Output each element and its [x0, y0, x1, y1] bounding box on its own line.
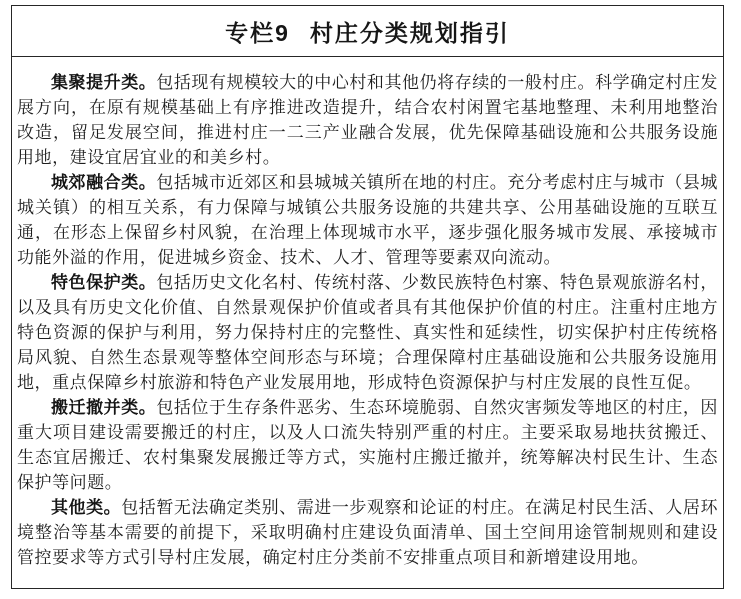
paragraph-text: 包括位于生存条件恶劣、生态环境脆弱、自然灾害频发等地区的村庄，因重大项目建设需要搬迁的村庄，以及人口流失特别严重的村庄。主要采取易地扶贫搬迁、生态宜居搬迁、农村集聚发展搬迁等方式，实施村庄搬迁撤并，统筹解决村民生计、生态保护等问题。: [17, 398, 718, 492]
paragraph-cluster-upgrade: [17, 70, 718, 170]
category-label-special-protection: 特色保护类。: [51, 273, 157, 292]
box-body: [12, 57, 723, 570]
paragraph-text: 包括城市近郊区和县城城关镇所在地的村庄。充分考虑村庄与城市（县城城关镇）的相互关系，有力保障与城镇公共服务设施的共建共享、公用基础设施的互联互通，在形态上保留乡村风貌，在治理上体现城市水平，逐步强化服务城市发展、承接城市功能外溢的作用，促进城乡资金、技术、人才、管理等要素双向流动。: [17, 173, 718, 267]
paragraph-text: 包括历史文化名村、传统村落、少数民族特色村寨、特色景观旅游名村，以及具有历史文化价值、自然景观保护价值或者具有其他保护价值的村庄。注重村庄地方特色资源的保护与利用，努力保持村庄的完整性、真实性和延续性，切实保护村庄传统格局风貌、自然生态景观等整体空间形态与环境；合理保障村庄基础设施和公共服务设施用地，重点保障乡村旅游和特色产业发展用地，形成特色资源保护与村庄发展的良性互促。: [17, 273, 718, 392]
paragraph-suburban-integration: [17, 170, 718, 270]
paragraph-text: 包括现有规模较大的中心村和其他仍将存续的一般村庄。科学确定村庄发展方向，在原有规模基础上有序推进改造提升，结合农村闲置宅基地整理、未利用地整治改造，留足发展空间，推进村庄一二三产业融合发展，优先保障基础设施和公共服务设施用地，建设宜居宜业的和美乡村。: [17, 73, 718, 167]
category-label-suburban-integration: 城郊融合类。: [51, 173, 157, 192]
paragraph-special-protection: [17, 270, 718, 395]
paragraph-relocation-merge: [17, 395, 718, 495]
box-title-number: 专栏9: [225, 19, 290, 46]
category-label-relocation-merge: 搬迁撤并类。: [51, 398, 157, 417]
box-title: [12, 6, 723, 57]
box-title-text: 村庄分类规划指引: [309, 19, 510, 46]
paragraph-text: 包括暂无法确定类别、需进一步观察和论证的村庄。在满足村民生活、人居环境整治等基本需要的前提下，采取明确村庄建设负面清单、国土空间用途管制规则和建设管控要求等方式引导村庄发展，确定村庄分类前不安排重点项目和新增建设用地。: [17, 498, 719, 567]
paragraph-other: [17, 495, 718, 570]
category-label-other: 其他类。: [51, 498, 122, 517]
column-9-box: [11, 5, 724, 589]
category-label-cluster-upgrade: 集聚提升类。: [51, 73, 157, 92]
